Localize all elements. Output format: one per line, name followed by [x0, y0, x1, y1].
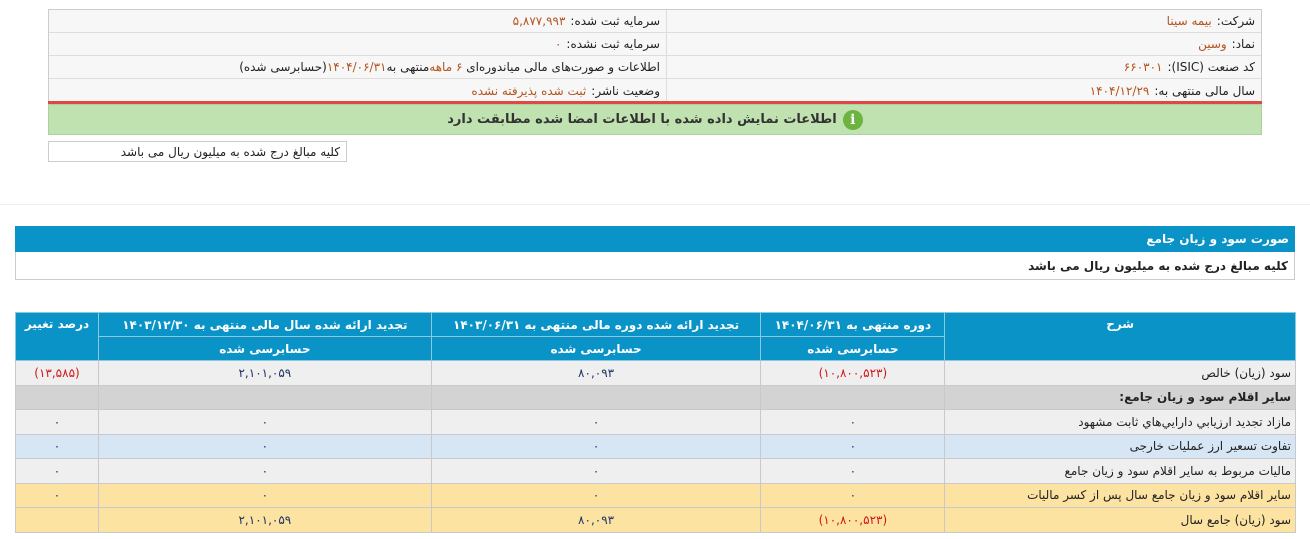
report-pre: اطلاعات و صورت‌های مالی میاندوره‌ای: [466, 60, 660, 74]
table-row: [16, 459, 1296, 484]
header-period-1404: دوره منتهی به ۱۴۰۴/۰۶/۳۱: [761, 313, 945, 337]
report-mid: منتهی به: [386, 60, 430, 74]
registered-capital-value: ۵,۸۷۷,۹۹۳: [512, 14, 566, 28]
row-desc: مالیات مربوط به سایر اقلام سود و زیان جامع: [945, 459, 1296, 484]
isic-label: کد صنعت (ISIC):: [1167, 60, 1255, 74]
table-row: [16, 410, 1296, 435]
header-restated-period-1403: تجدید ارائه شده دوره مالی منتهی به ۱۴۰۳/۰۶/۳۱: [431, 313, 761, 337]
subheader-audited: حسابرسی شده: [99, 337, 432, 361]
header-description: شرح: [945, 313, 1296, 361]
cell: ۰: [761, 483, 945, 508]
cell: ۲,۱۰۱,۰۵۹: [99, 361, 432, 386]
report-audit-status: (حسابرسی شده): [239, 60, 327, 74]
table-row: [16, 385, 1296, 410]
company-value: بیمه سینا: [1166, 14, 1212, 28]
subheader-audited: حسابرسی شده: [431, 337, 761, 361]
cell: ۰: [431, 459, 761, 484]
publisher-status-label: وضعیت ناشر:: [591, 83, 660, 98]
section-title: صورت سود و زیان جامع: [15, 226, 1295, 252]
cell: ۸۰,۰۹۳: [431, 361, 761, 386]
units-note: کلیه مبالغ درج شده به میلیون ریال می باشد: [48, 141, 347, 162]
row-desc: تفاوت تسعیر ارز عملیات خارجی: [945, 434, 1296, 459]
unregistered-capital-label: سرمایه ثبت نشده:: [566, 37, 660, 51]
info-icon: i: [843, 110, 863, 130]
subheader-audited: حسابرسی شده: [761, 337, 945, 361]
isic-value: ۶۶۰۳۰۱: [1123, 60, 1163, 74]
cell: ۰: [16, 434, 99, 459]
symbol-value: وسین: [1198, 37, 1227, 51]
publisher-status-value: ثبت شده پذیرفته نشده: [471, 83, 587, 98]
row-desc: سایر اقلام سود و زیان جامع سال پس از کسر مالیات: [945, 483, 1296, 508]
header-restated-year-1403: تجدید ارائه شده سال مالی منتهی به ۱۴۰۳/۱۲/۳۰: [99, 313, 432, 337]
table-row: [16, 361, 1296, 386]
cell: ۰: [431, 483, 761, 508]
cell: ۰: [761, 459, 945, 484]
cell: ۰: [16, 483, 99, 508]
fiscal-year-label: سال مالی منتهی به:: [1154, 83, 1255, 98]
row-desc: سود (زیان) خالص: [945, 361, 1296, 386]
cell: [431, 385, 761, 410]
cell: ۰: [99, 410, 432, 435]
cell: ۰: [761, 410, 945, 435]
table-row: [16, 508, 1296, 533]
cell: [761, 385, 945, 410]
header-percent-change: درصد تغییر: [16, 313, 99, 361]
verification-notice: [48, 104, 1262, 135]
cell: (۱۰,۸۰۰,۵۲۳): [761, 361, 945, 386]
unregistered-capital-value: ۰: [554, 37, 562, 51]
cell: [99, 385, 432, 410]
divider: [0, 204, 1310, 205]
company-info-table: [48, 9, 1262, 103]
company-label: شرکت:: [1216, 14, 1255, 28]
cell: ۰: [99, 483, 432, 508]
cell: ۰: [99, 434, 432, 459]
cell: ۰: [16, 410, 99, 435]
cell: ۰: [431, 434, 761, 459]
cell: ۸۰,۰۹۳: [431, 508, 761, 533]
registered-capital-label: سرمایه ثبت شده:: [570, 14, 660, 28]
row-desc: مازاد تجدید ارزيابي دارايي‌هاي ثابت مشهود: [945, 410, 1296, 435]
fiscal-year-value: ۱۴۰۴/۱۲/۲۹: [1089, 83, 1150, 98]
row-desc: سود (زیان) جامع سال: [945, 508, 1296, 533]
cell: ۲,۱۰۱,۰۵۹: [99, 508, 432, 533]
cell: (۱۳,۵۸۵): [16, 361, 99, 386]
symbol-label: نماد:: [1231, 37, 1255, 51]
cell: ۰: [761, 434, 945, 459]
cell: ۰: [99, 459, 432, 484]
cell: [16, 385, 99, 410]
table-row: [16, 434, 1296, 459]
report-period: ۶ ماهه: [429, 60, 463, 74]
row-desc: سایر اقلام سود و زیان جامع:: [945, 385, 1296, 410]
cell: ۰: [16, 459, 99, 484]
cell: ۰: [431, 410, 761, 435]
table-row: [16, 483, 1296, 508]
notice-text: اطلاعات نمایش داده شده با اطلاعات امضا شده مطابقت دارد: [447, 112, 837, 127]
comprehensive-income-table: [15, 312, 1296, 533]
cell: [16, 508, 99, 533]
cell: (۱۰,۸۰۰,۵۲۳): [761, 508, 945, 533]
report-description: [49, 56, 666, 78]
report-date: ۱۴۰۴/۰۶/۳۱: [326, 60, 387, 74]
section-units-note: کلیه مبالغ درج شده به میلیون ریال می باشد: [15, 252, 1295, 280]
